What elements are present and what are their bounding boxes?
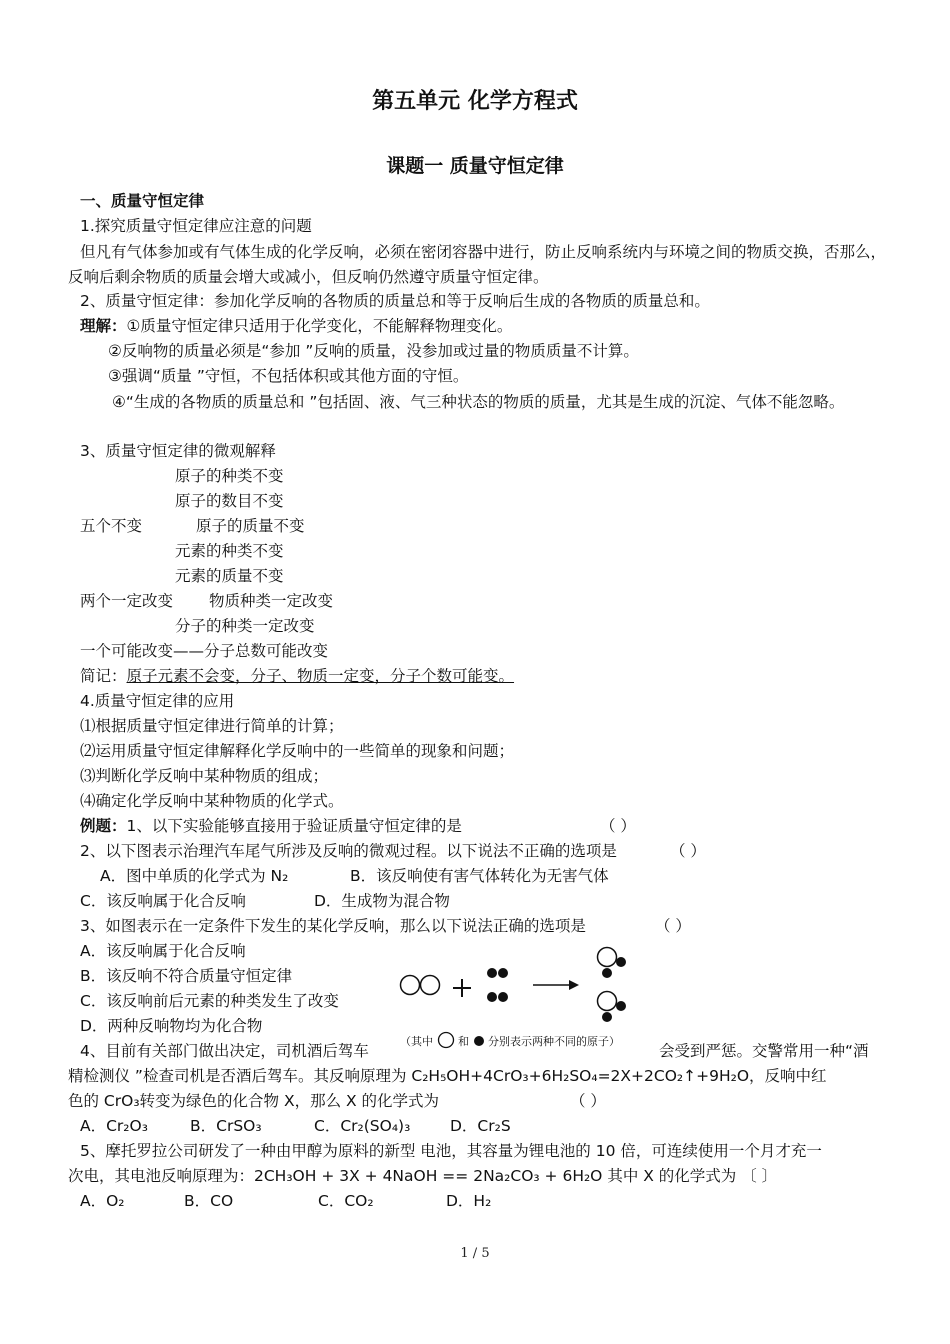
question-4-line-1: 4、目前有关部门做出决定，司机酒后驾车 [80,1042,369,1060]
question-1 [80,815,462,837]
examples-label: 例题： [80,817,127,835]
application-4: ⑷确定化学反响中某种物质的化学式。 [80,792,344,810]
question-1-text: 1、以下实验能够直接用于验证质量守恒定律的是 [126,817,462,835]
question-4-line-3: 色的 CrO₃转变为绿色的化合物 X，那么 X 的化学式为 [68,1092,440,1110]
question-3-option-c: C．该反响前后元素的种类发生了改变 [80,992,339,1010]
understanding-4: ④“生成的各物质的质量总和 ”包括固、液、气三种状态的物质的质量，尤其是生成的沉淀、气体不能忽略。 [112,393,845,411]
section-heading: 一、质量守恒定律 [80,192,205,210]
question-5-option-c: C．CO₂ [318,1192,374,1210]
micro-item-7: 分子的种类一定改变 [175,617,315,635]
question-5-option-b: B．CO [184,1192,234,1210]
question-5-option-d: D．H₂ [446,1192,492,1210]
question-4-option-d: D．Cr₂S [450,1117,511,1135]
understanding-2: ②反响物的质量必须是“参加 ”反响的质量，没参加或过量的物质质量不计算。 [108,342,639,360]
point-4: 4.质量守恒定律的应用 [80,692,235,710]
question-4-option-a: A．Cr₂O₃ [80,1117,148,1135]
application-3: ⑶判断化学反响中某种物质的组成； [80,767,329,785]
question-3: 3、如图表示在一定条件下发生的某化学反响，那么以下说法正确的选项是 [80,917,586,935]
question-5-line-2: 次电，其电池反响原理为：2CH₃OH + 3X + 4NaOH == 2Na₂CO₃ + 6H₂O 其中 X 的化学式为 〔 〕 [68,1167,778,1185]
question-4-option-b: B．CrSO₃ [190,1117,262,1135]
arrow-head [569,980,579,990]
reactant-black-atom [498,992,508,1002]
caption-pre: （其中 [400,1035,433,1048]
understanding-3: ③强调“质量 ”守恒，不包括体积或其他方面的守恒。 [108,367,469,385]
micro-item-6: 物质种类一定改变 [209,592,334,610]
micro-item-4: 元素的种类不变 [175,542,284,560]
caption-and: 和 [458,1035,469,1048]
product-white-atom [598,992,617,1011]
question-3-option-b: B．该反响不符合质量守恒定律 [80,967,293,985]
micro-item-1: 原子的种类不变 [175,467,284,485]
product-white-atom [598,948,617,967]
understanding-1 [80,315,512,337]
question-2-paren: （ ） [670,842,706,860]
diagram-caption [400,1031,620,1051]
question-5-line-1: 5、摩托罗拉公司研发了一种由甲醇为原料的新型 电池，其容量为锂电池的 10 倍，可连续使用一个月才充一 [80,1142,822,1160]
question-5-option-a: A．O₂ [80,1192,125,1210]
micro-label-two: 两个一定改变 [80,592,174,610]
question-2-option-b: B．该反响使有害气体转化为无害气体 [350,867,609,885]
question-3-option-d: D．两种反响物均为化合物 [80,1017,263,1035]
memo-label: 简记： [80,667,127,685]
micro-item-3: 原子的质量不变 [196,517,305,535]
lesson-title: 课题一 质量守恒定律 [386,155,564,177]
application-2: ⑵运用质量守恒定律解释化学反响中的一些简单的现象和问题； [80,742,515,760]
micro-item-8: 一个可能改变——分子总数可能改变 [80,642,329,660]
micro-item-5: 元素的质量不变 [175,567,284,585]
plus-sign [453,979,471,997]
question-2-option-d: D．生成物为混合物 [314,892,450,910]
product-black-atom [616,957,626,967]
application-1: ⑴根据质量守恒定律进行简单的计算； [80,717,344,735]
question-2: 2、以下图表示治理汽车尾气所涉及反响的微观过程。以下说法不正确的选项是 [80,842,617,860]
memo-text: 原子元素不会变，分子、物质一定变，分子个数可能变。 [126,667,515,685]
question-4-option-c: C．Cr₂(SO₄)₃ [314,1117,411,1135]
reactant-white-atom [401,976,420,995]
question-4-line-1-end: 会受到严惩。交警常用一种“酒 [659,1042,869,1060]
question-3-option-a: A．该反响属于化合反响 [80,942,246,960]
understanding-1-text: ①质量守恒定律只适用于化学变化，不能解释物理变化。 [126,317,513,335]
reactant-black-atom [487,992,497,1002]
question-1-paren: （ ） [600,817,636,835]
question-4-paren: （ ） [570,1092,606,1110]
memo [80,665,514,687]
page-title: 第五单元 化学方程式 [372,89,578,114]
micro-item-2: 原子的数目不变 [175,492,284,510]
product-black-atom [616,1001,626,1011]
point-2: 2、质量守恒定律：参加化学反响的各物质的质量总和等于反响后生成的各物质的质量总和。 [80,292,710,310]
question-3-paren: （ ） [655,917,691,935]
question-2-option-c: C．该反响属于化合反响 [80,892,246,910]
micro-label-five: 五个不变 [80,517,143,535]
white-atom-icon [437,1031,455,1049]
product-black-atom [602,968,612,978]
reactant-black-atom [487,968,497,978]
understanding-label: 理解： [80,317,127,335]
caption-post: 分别表示两种不同的原子） [488,1035,620,1048]
reactant-white-atom [421,976,440,995]
reaction-diagram [395,942,645,1024]
point-1-heading: 1.探究质量守恒定律应注意的问题 [80,217,312,235]
question-4-line-2: 精检测仪 ”检查司机是否酒后驾车。其反响原理为 C₂H₅OH+4CrO₃+6H₂SO₄=2X+2CO₂↑+9H₂O，反响中红 [68,1067,827,1085]
product-black-atom [602,1012,612,1022]
reactant-black-atom [498,968,508,978]
page-number: 1 / 5 [460,1246,490,1261]
point-3: 3、质量守恒定律的微观解释 [80,442,276,460]
black-atom-icon [473,1035,485,1047]
point-1-body: 但凡有气体参加或有气体生成的化学反响，必须在密闭容器中进行，防止反响系统内与环境之间的物质交换，否那么，反响后剩余物质的质量会增大或减小，但反响仍然遵守质量守恒定律。 [68,243,887,286]
question-2-option-a: A．图中单质的化学式为 N₂ [100,867,289,885]
